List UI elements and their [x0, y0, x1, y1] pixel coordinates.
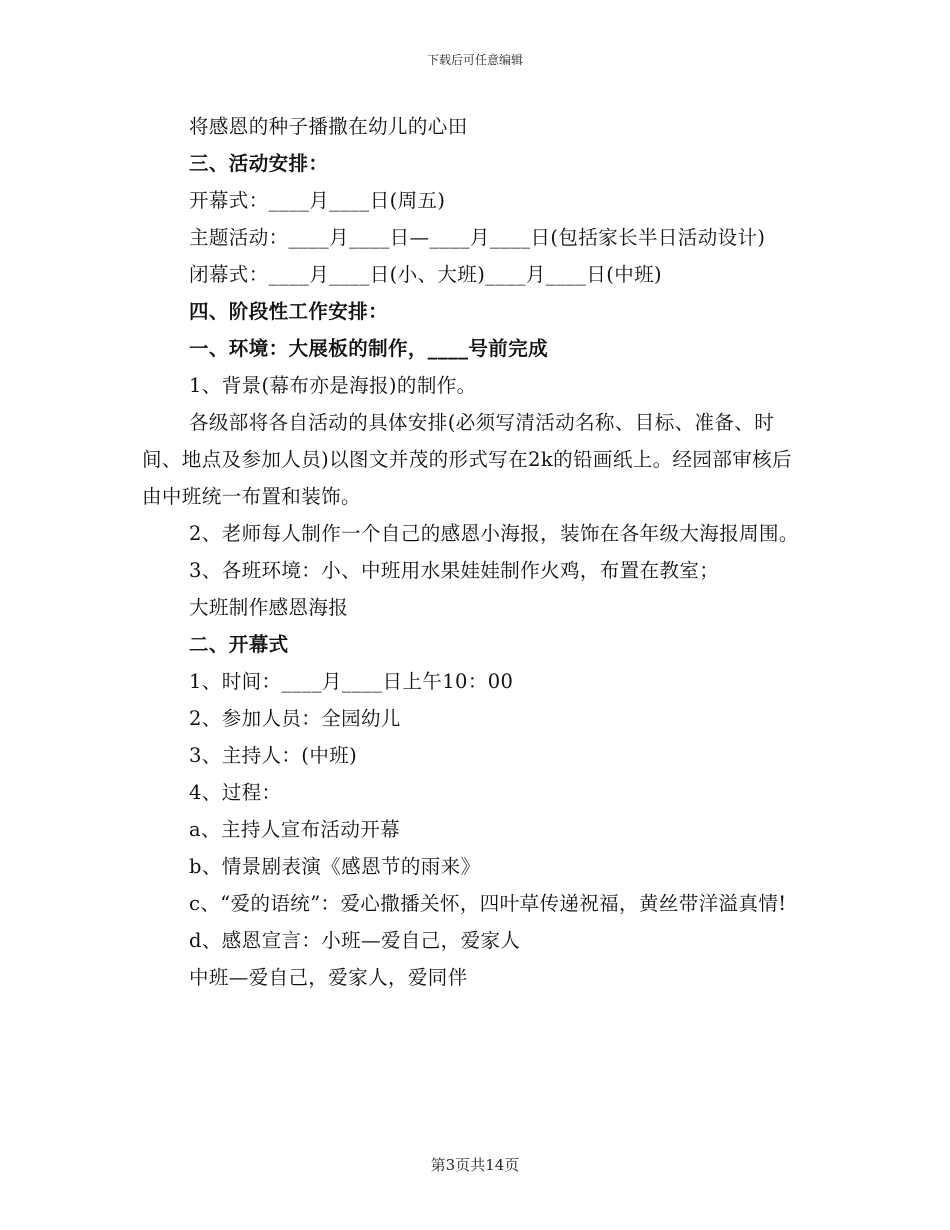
paragraph: 主题活动：____月____日—____月____日(包括家长半日活动设计): [189, 226, 766, 249]
subsection-heading: 一、环境：大展板的制作，____号前完成: [189, 337, 549, 360]
paragraph: c、“爱的语统”：爱心撒播关怀，四叶草传递祝福，黄丝带洋溢真情!: [189, 892, 787, 915]
paragraph: 开幕式：____月____日(周五): [189, 189, 446, 212]
section-heading: 三、活动安排：: [189, 152, 329, 175]
paragraph: 2、参加人员：全园幼儿: [189, 707, 401, 730]
paragraph: 3、主持人：(中班): [189, 744, 358, 767]
document-body: [142, 108, 810, 996]
paragraph: 3、各班环境：小、中班用水果娃娃制作火鸡，布置在教室；: [189, 559, 720, 582]
page-footer: 第3页共14页: [430, 1156, 520, 1174]
paragraph: 2、老师每人制作一个自己的感恩小海报，装饰在各年级大海报周围。: [189, 522, 799, 545]
paragraph: 1、时间：____月____日上午10：00: [189, 670, 514, 693]
paragraph: b、情景剧表演《感恩节的雨来》: [189, 855, 481, 878]
paragraph: 4、过程：: [189, 781, 282, 804]
paragraph: 1、背景(幕布亦是海报)的制作。: [189, 374, 477, 397]
paragraph: 将感恩的种子播撒在幼儿的心田: [189, 115, 468, 138]
section-heading: 二、开幕式: [189, 633, 289, 656]
paragraph: 各级部将各自活动的具体安排(必须写清活动名称、目标、准备、时间、地点及参加人员)以图文并茂的形式写在2k的铅画纸上。经园部审核后由中班统一布置和装饰。: [142, 411, 792, 508]
section-heading: 四、阶段性工作安排：: [189, 300, 389, 323]
paragraph: d、感恩宣言：小班—爱自己，爱家人: [189, 929, 521, 952]
page-header: 下载后可任意编辑: [426, 53, 523, 67]
paragraph: 大班制作感恩海报: [189, 596, 349, 619]
paragraph: 中班—爱自己，爱家人，爱同伴: [189, 966, 468, 989]
paragraph: 闭幕式：____月____日(小、大班)____月____日(中班): [189, 263, 663, 286]
paragraph: a、主持人宣布活动开幕: [189, 818, 401, 841]
